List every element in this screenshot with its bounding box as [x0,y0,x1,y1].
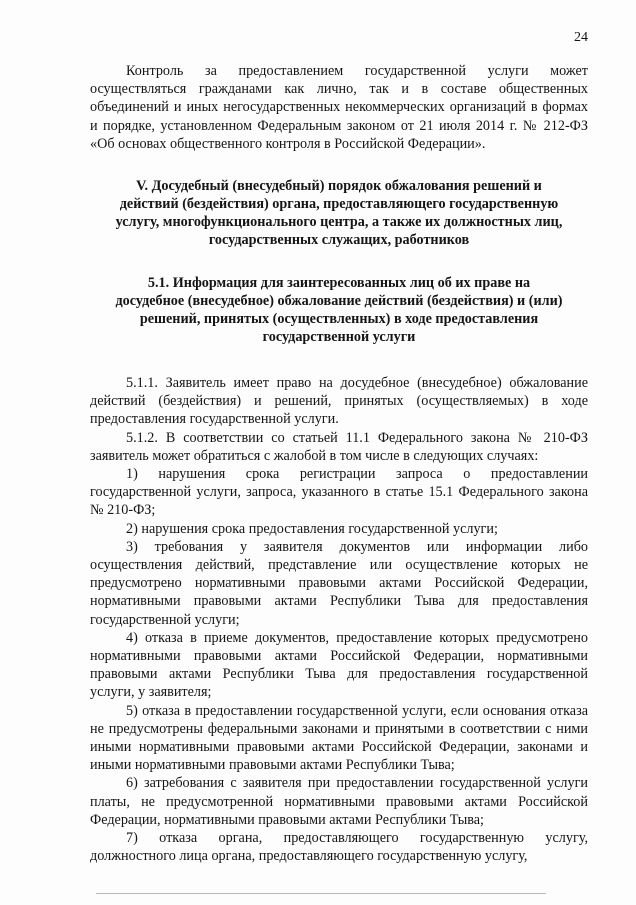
list-item-2: 2) нарушения срока предоставления государственной услуги; [126,520,498,537]
paragraph-5-1-1: 5.1.1. Заявитель имеет право на досудебное (внесудебное) обжалование действий (бездействия) и решений, принятых (осуществляемых) в ходе предоставления государственной услуги. [90,375,588,428]
spacer [90,249,588,274]
list-item-6: 6) затребования с заявителя при предоставлении государственной услуги платы, не предусмотренной нормативными правовыми актами Российской Федерации, нормативными правовыми актами Республики Тыва; [90,775,588,828]
paragraph-5-1-2: 5.1.2. В соответствии со статьей 11.1 Федерального закона № 210-ФЗ заявитель может обратиться с жалобой в том числе в следующих случаях: [90,429,588,464]
section-heading: V. Досудебный (внесудебный) порядок обжалования решений и действий (бездействия) органа, предоставляющего государственную услугу, многофункционального центра, а также их должностных лиц, государственных служащих, работников [115,178,563,249]
scan-edge-line [96,893,546,894]
spacer [90,153,588,177]
page-number: 24 [574,30,588,45]
subsection-heading: 5.1. Информация для заинтересованных лиц об их праве на досудебное (внесудебное) обжалование действий (бездействия) и (или) решений, принятых (осуществленных) в ходе предоставления государственной услуги [115,275,563,346]
list-item-7: 7) отказа органа, предоставляющего государственную услугу, должностного лица органа, предоставляющего государственную услугу, [90,830,588,865]
document-body [90,62,588,866]
list-item-1: 1) нарушения срока регистрации запроса о предоставлении государственной услуги, запроса, указанного в статье 15.1 Федерального закона № 210-ФЗ; [90,466,588,519]
intro-paragraph: Контроль за предоставлением государственной услуги может осуществляться гражданами как лично, так и в составе общественных объединений и иных негосударственных некоммерческих организаций в формах и порядке, установленном Федеральным законом от 21 июля 2014 г. № 212-ФЗ «Об основах общественного контроля в Российской Федерации». [90,63,588,152]
list-item-4: 4) отказа в приеме документов, предоставление которых предусмотрено нормативными правовыми актами Российской Федерации, нормативными правовыми актами Республики Тыва для предоставления государственной услуги, у заявителя; [90,629,588,701]
list-item-5: 5) отказа в предоставлении государственной услуги, если основания отказа не предусмотрены федеральными законами и принятыми в соответствии с ними иными нормативными правовыми актами Российской Федерации, законами и иными нормативными правовыми актами Республики Тыва; [90,702,588,774]
spacer [90,346,588,374]
list-item-3: 3) требования у заявителя документов или информации либо осуществления действий, представление или осуществление которых не предусмотрено нормативными правовыми актами Российской Федерации, нормативными правовыми актами Республики Тыва для предоставления государственной услуги; [90,538,588,628]
